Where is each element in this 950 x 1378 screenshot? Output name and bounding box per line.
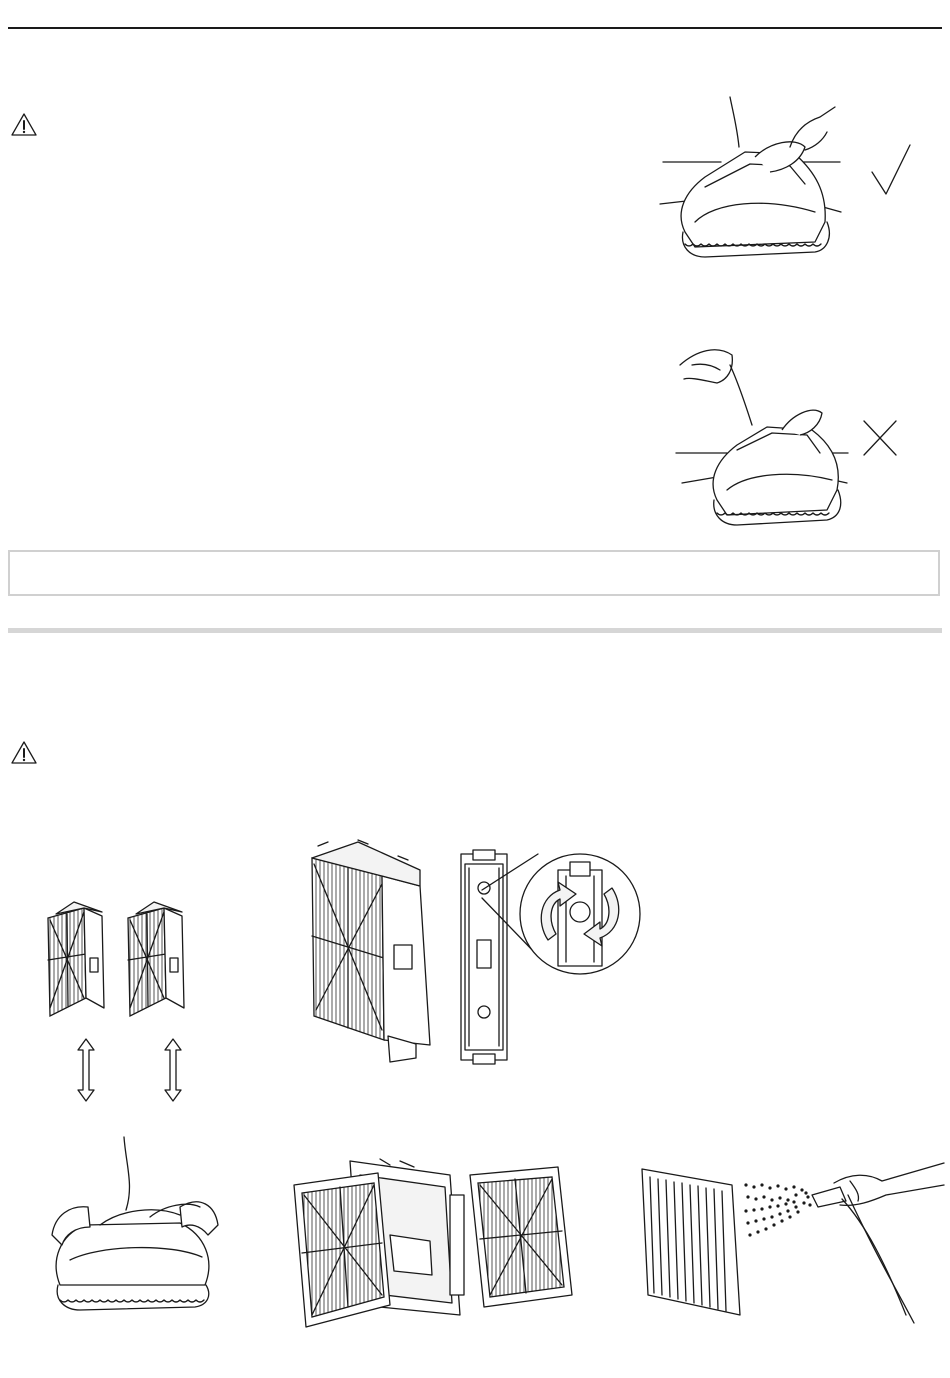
rotate-arrows-icon	[518, 852, 642, 976]
section-divider	[8, 628, 942, 633]
double-arrow-icon	[76, 1038, 96, 1102]
hose-spray-icon	[636, 1155, 946, 1325]
warning-triangle-icon	[10, 740, 38, 766]
filter-cartridge-large-figure	[298, 840, 438, 1070]
robot-lift-by-cable-figure	[672, 335, 852, 530]
note-box	[8, 550, 940, 596]
checkmark-icon	[868, 142, 914, 198]
cross-icon	[861, 418, 899, 458]
robot-lid-open-figure	[40, 1135, 230, 1315]
filter-cartridges-figure	[44, 898, 194, 1030]
warning-triangle-icon	[10, 112, 38, 138]
robot-lift-by-handle-figure	[655, 92, 845, 267]
double-arrow-icon	[163, 1038, 183, 1102]
filter-panel-icon	[290, 1155, 580, 1325]
top-rule	[8, 27, 942, 29]
